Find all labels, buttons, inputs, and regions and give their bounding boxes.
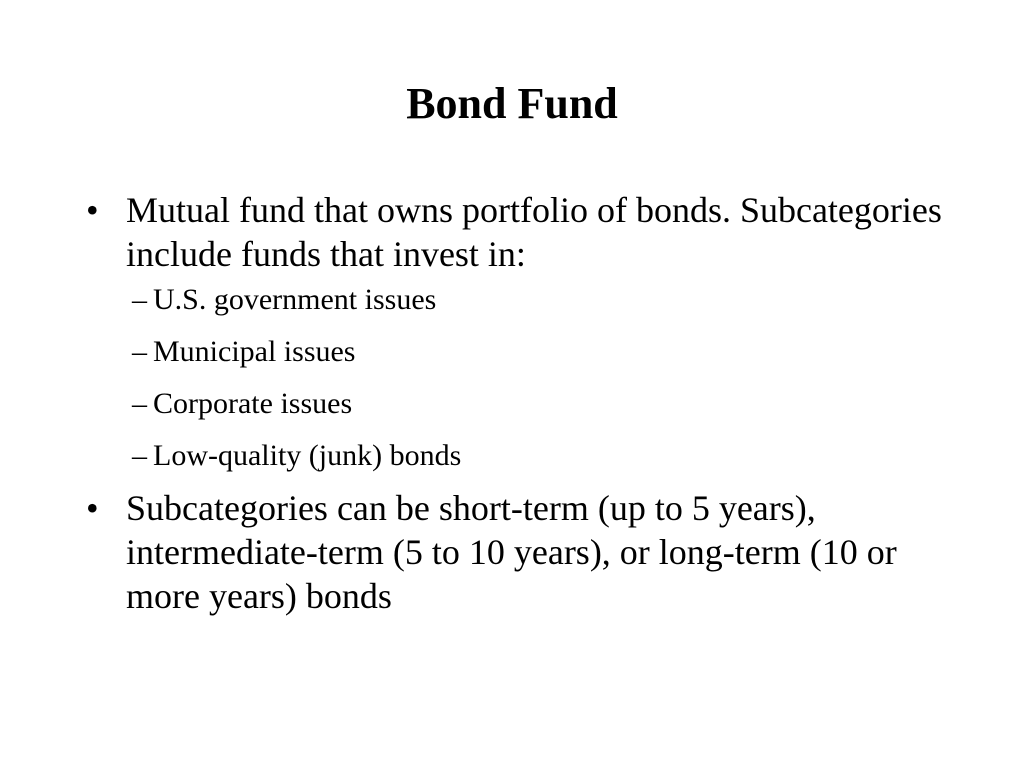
bullet-list bbox=[86, 188, 966, 618]
bullet-marker: • bbox=[86, 190, 99, 230]
sub-bullet-text: Corporate issues bbox=[153, 387, 353, 420]
sub-bullet-item bbox=[132, 438, 966, 474]
sub-bullet-item bbox=[132, 334, 966, 370]
sub-bullet-item bbox=[132, 282, 966, 318]
bullet-text: Subcategories can be short-term (up to 5 years), intermediate-term (5 to 10 years), or long-term (10 or more years) bonds bbox=[126, 488, 897, 616]
dash-marker: – bbox=[132, 283, 147, 316]
slide-title: Bond Fund bbox=[406, 79, 618, 128]
sub-bullet-text: Low-quality (junk) bonds bbox=[153, 439, 462, 472]
bullet-text: Mutual fund that owns portfolio of bonds. Subcategories include funds that invest in: bbox=[126, 190, 942, 274]
bullet-marker: • bbox=[86, 488, 99, 528]
sub-bullet-text: U.S. government issues bbox=[153, 283, 437, 316]
sub-bullet-list bbox=[126, 282, 966, 474]
sub-bullet-text: Municipal issues bbox=[153, 335, 356, 368]
bullet-item bbox=[86, 188, 966, 474]
dash-marker: – bbox=[132, 439, 147, 472]
bullet-item bbox=[86, 486, 966, 618]
sub-bullet-item bbox=[132, 386, 966, 422]
dash-marker: – bbox=[132, 335, 147, 368]
dash-marker: – bbox=[132, 387, 147, 420]
